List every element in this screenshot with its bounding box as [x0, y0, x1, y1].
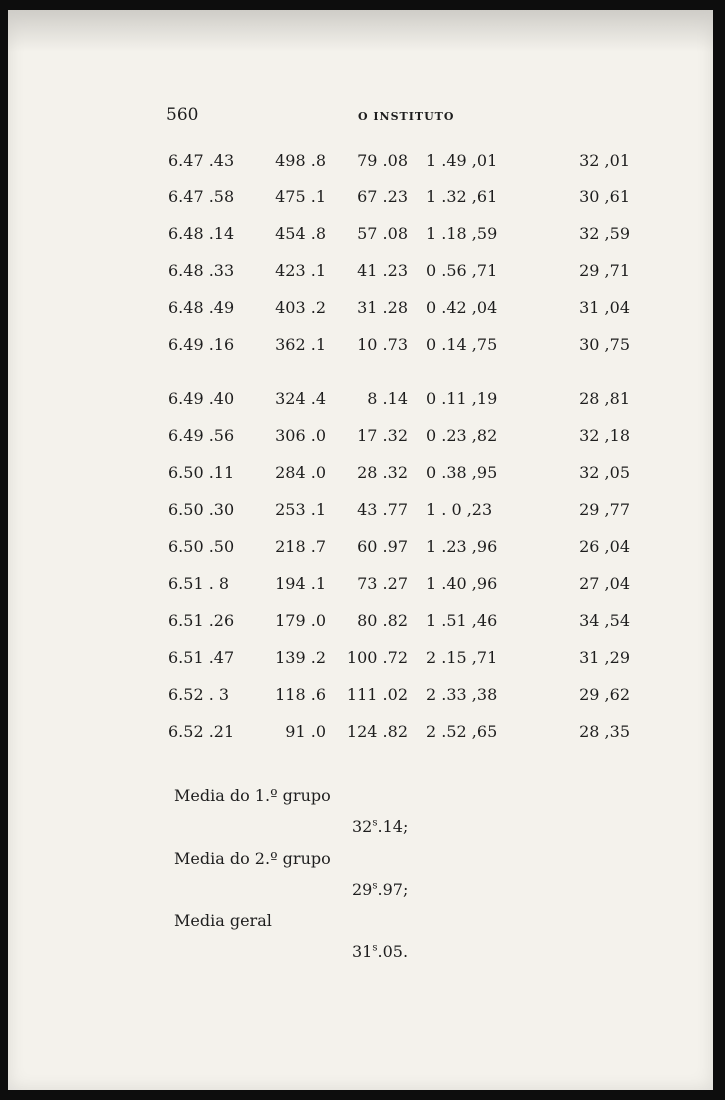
group1-mean-label: Media do 1.º grupo — [174, 786, 331, 805]
table-cell-col2: 194 .1 — [275, 574, 326, 593]
table-cell-col2: 139 .2 — [275, 648, 326, 667]
group1-mean-fraction: .14; — [377, 817, 409, 836]
table-cell-col1: 6.50 .50 — [168, 537, 235, 556]
group1-mean-integer: 32 — [352, 817, 373, 836]
table-cell-col5: 32 ,05 — [579, 463, 630, 482]
table-cell-col3: 60 .97 — [357, 537, 408, 556]
table-cell-col2: 324 .4 — [275, 389, 326, 408]
table-cell-col4: 1 .49 ,01 — [426, 151, 498, 170]
table-cell-col1: 6.47 .58 — [168, 187, 235, 206]
table-cell-col2: 179 .0 — [275, 611, 326, 630]
table-row — [8, 720, 713, 744]
table-cell-col4: 0 .23 ,82 — [426, 426, 498, 445]
table-cell-col1: 6.52 . 3 — [168, 685, 230, 704]
table-cell-col1: 6.49 .16 — [168, 335, 235, 354]
group2-mean-unit: s — [372, 880, 378, 892]
table-cell-col4: 2 .33 ,38 — [426, 685, 498, 704]
table-cell-col2: 306 .0 — [275, 426, 326, 445]
table-cell-col1: 6.48 .14 — [168, 224, 235, 243]
table-cell-col3: 67 .23 — [357, 187, 408, 206]
table-cell-col1: 6.52 .21 — [168, 722, 235, 741]
table-cell-col5: 31 ,04 — [579, 298, 630, 317]
table-cell-col2: 498 .8 — [275, 151, 326, 170]
table-row — [8, 387, 713, 411]
table-cell-col4: 0 .42 ,04 — [426, 298, 498, 317]
table-cell-col4: 0 .38 ,95 — [426, 463, 498, 482]
table-cell-col1: 6.49 .56 — [168, 426, 235, 445]
table-cell-col3: 10 .73 — [357, 335, 408, 354]
table-row — [8, 461, 713, 485]
table-cell-col1: 6.51 .26 — [168, 611, 235, 630]
table-cell-col2: 403 .2 — [275, 298, 326, 317]
overall-mean-unit: s — [372, 942, 378, 954]
table-cell-col5: 30 ,61 — [579, 187, 630, 206]
overall-mean-value — [352, 942, 408, 961]
group2-mean-fraction: .97; — [377, 880, 409, 899]
table-cell-col3: 8 .14 — [367, 389, 408, 408]
table-cell-col5: 29 ,62 — [579, 685, 630, 704]
table-cell-col5: 29 ,71 — [579, 261, 630, 280]
table-row — [8, 535, 713, 559]
table-cell-col5: 28 ,81 — [579, 389, 630, 408]
table-cell-col3: 100 .72 — [346, 648, 408, 667]
table-row — [8, 296, 713, 320]
table-row — [8, 498, 713, 522]
table-cell-col4: 1 .32 ,61 — [426, 187, 498, 206]
table-cell-col5: 34 ,54 — [579, 611, 630, 630]
table-cell-col2: 284 .0 — [275, 463, 326, 482]
table-cell-col2: 91 .0 — [285, 722, 326, 741]
table-cell-col3: 43 .77 — [357, 500, 408, 519]
table-cell-col1: 6.50 .11 — [168, 463, 235, 482]
table-cell-col5: 32 ,18 — [579, 426, 630, 445]
table-row — [8, 185, 713, 209]
table-row — [8, 259, 713, 283]
group2-mean-value — [352, 880, 408, 899]
table-row — [8, 572, 713, 596]
table-cell-col4: 1 .40 ,96 — [426, 574, 498, 593]
table-cell-col3: 79 .08 — [357, 151, 408, 170]
table-cell-col1: 6.49 .40 — [168, 389, 235, 408]
table-cell-col4: 0 .11 ,19 — [426, 389, 498, 408]
table-cell-col5: 30 ,75 — [579, 335, 630, 354]
table-cell-col2: 253 .1 — [275, 500, 326, 519]
table-cell-col1: 6.47 .43 — [168, 151, 235, 170]
table-cell-col4: 1 .18 ,59 — [426, 224, 498, 243]
table-cell-col4: 1 .51 ,46 — [426, 611, 498, 630]
group2-mean-integer: 29 — [352, 880, 373, 899]
table-row — [8, 333, 713, 357]
table-cell-col5: 31 ,29 — [579, 648, 630, 667]
table-cell-col5: 27 ,04 — [579, 574, 630, 593]
overall-mean-label: Media geral — [174, 911, 272, 930]
table-row — [8, 683, 713, 707]
page-number: 560 — [166, 105, 199, 125]
overall-mean-integer: 31 — [352, 942, 373, 961]
table-cell-col2: 475 .1 — [275, 187, 326, 206]
page-sheet — [8, 10, 713, 1090]
table-cell-col4: 0 .14 ,75 — [426, 335, 498, 354]
table-cell-col2: 423 .1 — [275, 261, 326, 280]
table-cell-col5: 32 ,59 — [579, 224, 630, 243]
table-row — [8, 149, 713, 173]
table-cell-col3: 41 .23 — [357, 261, 408, 280]
table-cell-col3: 28 .32 — [357, 463, 408, 482]
table-row — [8, 609, 713, 633]
table-cell-col2: 362 .1 — [275, 335, 326, 354]
overall-mean-fraction: .05. — [377, 942, 409, 961]
table-cell-col1: 6.51 . 8 — [168, 574, 230, 593]
table-cell-col3: 31 .28 — [357, 298, 408, 317]
table-cell-col2: 454 .8 — [275, 224, 326, 243]
table-cell-col1: 6.48 .49 — [168, 298, 235, 317]
table-cell-col1: 6.48 .33 — [168, 261, 235, 280]
running-head: O INSTITUTO — [358, 110, 455, 123]
table-cell-col3: 17 .32 — [357, 426, 408, 445]
table-cell-col4: 0 .56 ,71 — [426, 261, 498, 280]
group2-mean-label: Media do 2.º grupo — [174, 849, 331, 868]
group1-mean-value — [352, 817, 408, 836]
table-cell-col5: 26 ,04 — [579, 537, 630, 556]
table-row — [8, 424, 713, 448]
table-cell-col2: 118 .6 — [275, 685, 326, 704]
table-cell-col2: 218 .7 — [275, 537, 326, 556]
table-row — [8, 646, 713, 670]
table-cell-col5: 29 ,77 — [579, 500, 630, 519]
table-cell-col3: 111 .02 — [346, 685, 408, 704]
table-cell-col5: 28 ,35 — [579, 722, 630, 741]
table-cell-col4: 2 .15 ,71 — [426, 648, 498, 667]
table-cell-col3: 73 .27 — [357, 574, 408, 593]
table-cell-col3: 57 .08 — [357, 224, 408, 243]
table-cell-col4: 2 .52 ,65 — [426, 722, 498, 741]
table-cell-col4: 1 . 0 ,23 — [426, 500, 493, 519]
table-cell-col1: 6.50 .30 — [168, 500, 235, 519]
table-cell-col4: 1 .23 ,96 — [426, 537, 498, 556]
table-row — [8, 222, 713, 246]
table-cell-col3: 80 .82 — [357, 611, 408, 630]
table-cell-col3: 124 .82 — [346, 722, 408, 741]
table-cell-col5: 32 ,01 — [579, 151, 630, 170]
table-cell-col1: 6.51 .47 — [168, 648, 235, 667]
group1-mean-unit: s — [372, 817, 378, 829]
